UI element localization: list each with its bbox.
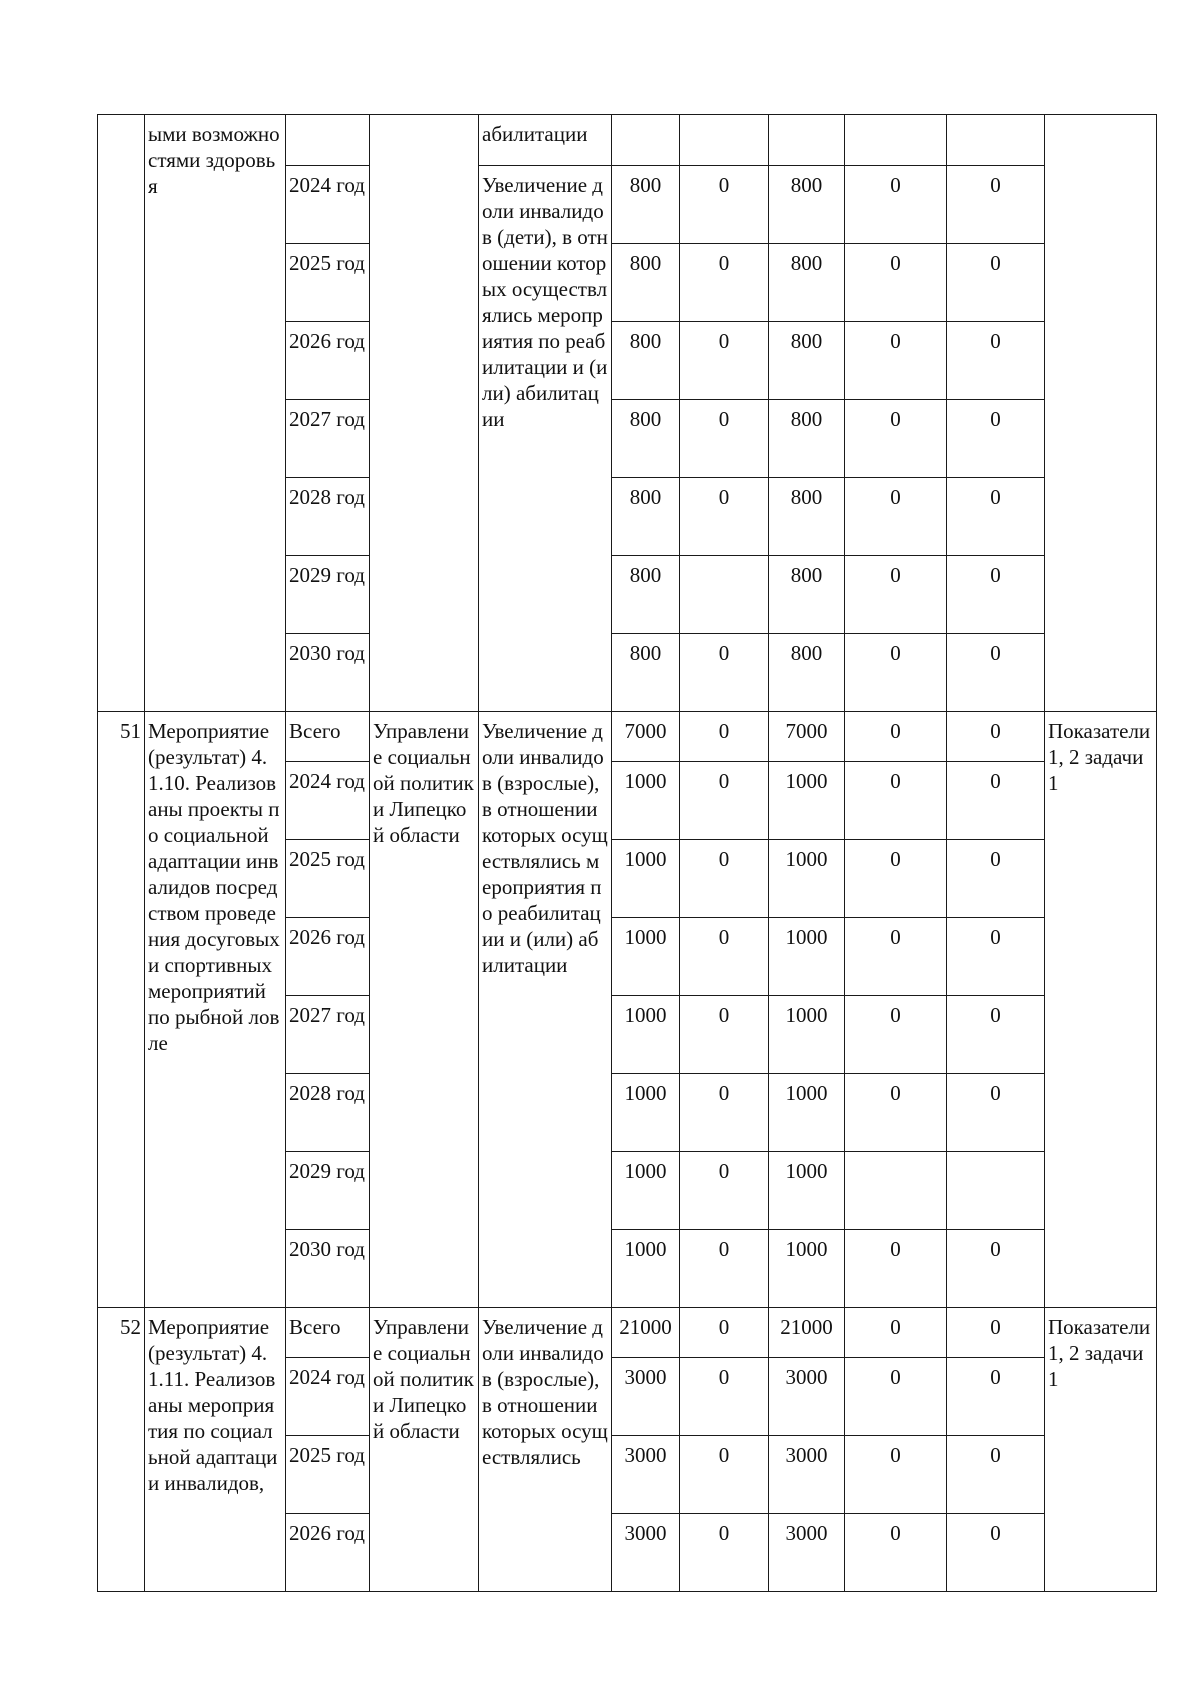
value-cell: 0 [680,634,769,712]
value-cell: 1000 [769,996,845,1074]
value-cell: 800 [612,400,680,478]
year-cell: 2025 год [286,244,370,322]
value-cell: 1000 [612,996,680,1074]
year-cell: 2026 год [286,918,370,996]
indicator-cell: Увеличение доли инвалидов (взрослые), в отношении которых осуществлялись [479,1308,612,1592]
value-cell: 0 [845,1074,947,1152]
year-cell: 2027 год [286,996,370,1074]
value-cell: 3000 [612,1436,680,1514]
value-cell: 1000 [612,1152,680,1230]
table-row [98,115,1157,166]
value-cell: 3000 [769,1514,845,1592]
table-body [98,115,1157,1592]
value-cell: 0 [680,1074,769,1152]
value-cell: 0 [845,840,947,918]
value-cell: 800 [612,244,680,322]
value-cell: 0 [845,1514,947,1592]
year-cell: 2029 год [286,556,370,634]
value-cell: 800 [612,322,680,400]
value-cell: 1000 [612,918,680,996]
value-cell: 21000 [769,1308,845,1358]
value-cell: 1000 [612,840,680,918]
value-cell: 0 [845,1308,947,1358]
value-cell [947,115,1045,166]
value-cell: 1000 [612,1230,680,1308]
value-cell: 1000 [769,918,845,996]
executor-cell: Управление социальной политики Липецкой области [370,712,479,1308]
value-cell: 800 [612,556,680,634]
value-cell: 0 [680,1152,769,1230]
value-cell: 0 [845,400,947,478]
year-cell: 2030 год [286,1230,370,1308]
value-cell: 800 [769,400,845,478]
year-cell: 2028 год [286,1074,370,1152]
value-cell: 0 [947,1436,1045,1514]
value-cell: 1000 [769,1152,845,1230]
indicator-cell: Увеличение доли инвалидов (дети), в отношении которых осуществлялись мероприятия по реабилитации и (или) абилитации [479,166,612,712]
year-cell: Всего [286,1308,370,1358]
value-cell: 0 [680,322,769,400]
year-cell: 2029 год [286,1152,370,1230]
value-cell: 800 [612,166,680,244]
year-cell: 2028 год [286,478,370,556]
value-cell: 1000 [769,762,845,840]
value-cell: 0 [680,478,769,556]
value-cell [845,1152,947,1230]
year-cell: 2025 год [286,1436,370,1514]
note-cell [1045,115,1157,712]
value-cell: 800 [769,244,845,322]
value-cell: 0 [680,1358,769,1436]
value-cell: 0 [947,1230,1045,1308]
value-cell [769,115,845,166]
value-cell: 0 [845,322,947,400]
value-cell: 1000 [769,840,845,918]
value-cell: 0 [947,166,1045,244]
value-cell: 0 [680,712,769,762]
value-cell: 21000 [612,1308,680,1358]
value-cell: 0 [947,478,1045,556]
value-cell: 800 [769,166,845,244]
indicator-cell: абилитации [479,115,612,166]
value-cell [845,115,947,166]
value-cell: 0 [845,712,947,762]
value-cell: 0 [947,996,1045,1074]
value-cell: 7000 [769,712,845,762]
year-cell: Всего [286,712,370,762]
year-cell: 2030 год [286,634,370,712]
value-cell: 0 [845,996,947,1074]
table-row [98,1308,1157,1358]
value-cell: 0 [947,244,1045,322]
value-cell [680,115,769,166]
table-row [98,712,1157,762]
value-cell: 800 [769,322,845,400]
value-cell: 0 [947,762,1045,840]
row-number-cell: 51 [98,712,145,1308]
value-cell: 0 [845,918,947,996]
year-cell [286,115,370,166]
value-cell: 1000 [612,762,680,840]
year-cell: 2025 год [286,840,370,918]
value-cell: 0 [947,1358,1045,1436]
value-cell: 3000 [769,1436,845,1514]
value-cell: 0 [947,840,1045,918]
value-cell: 0 [947,400,1045,478]
value-cell: 0 [845,634,947,712]
row-number-cell [98,115,145,712]
value-cell [947,1152,1045,1230]
value-cell: 0 [680,400,769,478]
value-cell: 0 [680,762,769,840]
value-cell: 0 [680,1514,769,1592]
value-cell: 0 [845,1436,947,1514]
note-cell: Показатели 1, 2 задачи 1 [1045,1308,1157,1592]
measure-name-cell: Мероприятие (результат) 4.1.10. Реализованы проекты по социальной адаптации инвалидов посредством проведения досуговых и спортивных мероприятий по рыбной ловле [145,712,286,1308]
value-cell [680,556,769,634]
value-cell: 0 [947,712,1045,762]
year-cell: 2026 год [286,1514,370,1592]
value-cell: 0 [680,244,769,322]
value-cell: 1000 [769,1074,845,1152]
year-cell: 2027 год [286,400,370,478]
value-cell: 800 [612,478,680,556]
value-cell: 0 [845,166,947,244]
value-cell: 0 [845,244,947,322]
year-cell: 2024 год [286,1358,370,1436]
measure-name-cell: Мероприятие (результат) 4.1.11. Реализованы мероприятия по социальной адаптации инвалидов, [145,1308,286,1592]
value-cell: 0 [947,1074,1045,1152]
value-cell: 0 [845,762,947,840]
value-cell: 0 [680,166,769,244]
executor-cell: Управление социальной политики Липецкой области [370,1308,479,1592]
value-cell: 0 [680,1436,769,1514]
year-cell: 2026 год [286,322,370,400]
value-cell: 1000 [769,1230,845,1308]
value-cell: 0 [947,1514,1045,1592]
value-cell: 0 [947,918,1045,996]
value-cell: 0 [845,1358,947,1436]
value-cell: 0 [680,1230,769,1308]
value-cell: 3000 [769,1358,845,1436]
value-cell: 800 [769,478,845,556]
value-cell: 1000 [612,1074,680,1152]
value-cell: 800 [612,634,680,712]
value-cell: 0 [947,1308,1045,1358]
note-cell: Показатели 1, 2 задачи 1 [1045,712,1157,1308]
value-cell: 0 [845,478,947,556]
value-cell: 800 [769,634,845,712]
value-cell: 0 [680,918,769,996]
value-cell: 0 [845,556,947,634]
executor-cell [370,115,479,712]
value-cell: 0 [947,556,1045,634]
value-cell: 0 [947,634,1045,712]
indicator-cell: Увеличение доли инвалидов (взрослые), в отношении которых осуществлялись мероприятия по реабилитации и (или) абилитации [479,712,612,1308]
row-number-cell: 52 [98,1308,145,1592]
value-cell: 0 [947,322,1045,400]
value-cell: 3000 [612,1358,680,1436]
year-cell: 2024 год [286,762,370,840]
year-cell: 2024 год [286,166,370,244]
measure-name-cell: ыми возможностями здоровья [145,115,286,712]
value-cell: 800 [769,556,845,634]
value-cell: 0 [680,1308,769,1358]
value-cell [612,115,680,166]
value-cell: 3000 [612,1514,680,1592]
value-cell: 7000 [612,712,680,762]
value-cell: 0 [845,1230,947,1308]
program-table [97,114,1157,1592]
value-cell: 0 [680,996,769,1074]
value-cell: 0 [680,840,769,918]
